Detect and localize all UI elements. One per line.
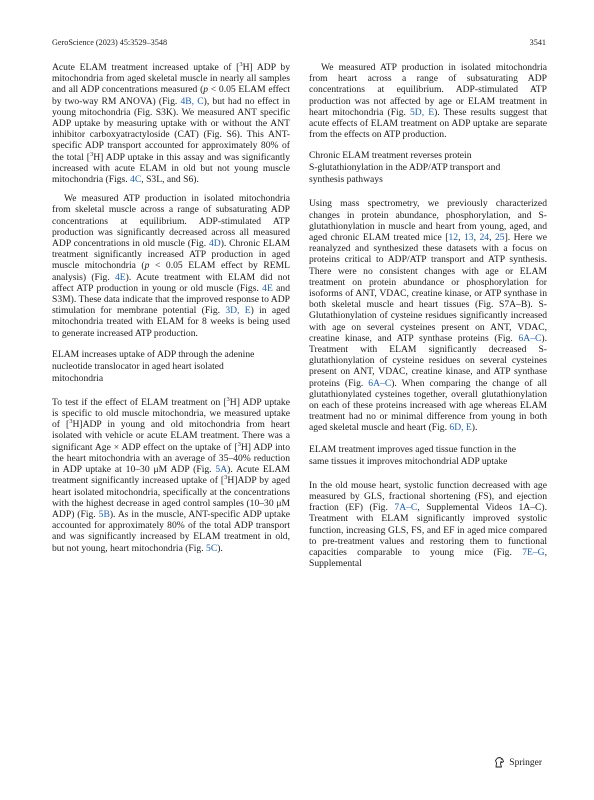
paragraph: We measured ATP production in isolated mitochondria from heart across a range of subsaturating ADP concentrations at equilibrium. ADP-stimulated ATP production was not affected by age or ELAM treatment in heart mitochondria (Fig. 5D, E). These results suggest that acute effects of ELAM treatment on ADP uptake are separate from the effects on ATP production. <box>309 62 547 141</box>
figure-link[interactable]: 5D, E <box>410 106 435 118</box>
page-number: 3541 <box>529 38 546 47</box>
left-column <box>52 62 290 562</box>
figure-link[interactable]: 3D, E <box>225 305 251 317</box>
section-heading: ELAM treatment improves aged tissue function in the same tissues it improves mitochondrial ADP uptake <box>309 443 517 467</box>
figure-link[interactable]: 5C <box>206 542 218 554</box>
figure-link[interactable]: 4C <box>130 174 142 186</box>
publisher-name: Springer <box>509 757 542 768</box>
figure-link[interactable]: 7A–C <box>394 502 418 514</box>
paragraph: Using mass spectrometry, we previously characterized changes in protein abundance, phosphorylation, and S-glutathionylation in muscle and heart from young, aged, and aged chronic ELAM treated mice [12, 13, 24, 25]. Here we reanalyzed and synthesized these datasets with a focus on proteins critical to ADP/ATP transport and ATP synthesis. There were no consistent changes with age or ELAM treatment on protein abundance or phosphorylation for isoforms of ANT, VDAC, creatine kinase, or ATP synthase in both skeletal muscle and heart tissues (Fig. S7A–B). S-Glutathionylation of cysteine residues significantly increased with age on several cysteines present on ANT, VDAC, creatine kinase, and ATP synthase proteins (Fig. 6A–C). Treatment with ELAM significantly decreased S-glutathionylation of cysteine residues on several cysteines present on ANT, VDAC, creatine kinase, and ATP synthase proteins (Fig. 6A–C). When comparing the change of all glutathionylated cysteines together, overall glutathionylation on each of these proteins increased with age whereas ELAM treatment had no or minimal difference from young in both aged skeletal muscle and heart (Fig. 6D, E). <box>309 198 548 434</box>
journal-citation: GeroScience (2023) 45:3529–3548 <box>52 38 168 47</box>
section-heading: Chronic ELAM treatment reverses protein S-glutathionylation in the ADP/ATP transport and synthesis pathways <box>309 150 501 186</box>
paragraph: We measured ATP production in isolated mitochondria from skeletal muscle across a range of subsaturating ADP concentrations at equilibrium. ADP-stimulated ATP production was significantly decreased across all measured ADP concentrations in old muscle (Fig. 4D). Chronic ELAM treatment significantly increased ATP production in aged muscle mitochondria (p < 0.05 ELAM effect by REML analysis) (Fig. 4E). Acute treatment with ELAM did not affect ATP production in young or old muscle (Figs. 4E and S3M). These data indicate that the improved response to ADP stimulation for membrane potential (Fig. 3D, E) in aged mitochondria treated with ELAM for 8 weeks is being used to generate increased ATP production. <box>52 193 290 339</box>
figure-link[interactable]: 5B <box>98 508 110 520</box>
right-column <box>309 62 547 577</box>
paragraph: To test if the effect of ELAM treatment on [$^3$H] ADP uptake is specific to old muscle mitochondria, we measured uptake of [$^3$H]ADP in young and old mitochondria from heart isolated with vehicle or acute ELAM treatment. There was a significant Age × ADP effect on the uptake of [$^3$H] ADP into the heart mitochondria with an average of 35–40% reduction in ADP uptake at 10–30 μM ADP (Fig. 5A). Acute ELAM treatment significantly increased uptake of [$^3$H]ADP by aged heart isolated mitochondria, specifically at the concentrations with the highest decrease in aged control samples (10–30 μM ADP) (Fig. 5B). As in the muscle, ANT-specific ADP uptake accounted for approximately 80% of the total ADP transport and was significantly increased by ELAM treatment in old, but not young, heart mitochondria (Fig. 5C). <box>52 395 291 554</box>
figure-link[interactable]: 4B, C <box>180 95 204 107</box>
reference-link[interactable]: 12 <box>448 232 459 244</box>
figure-link[interactable]: 4E <box>262 282 273 294</box>
figure-link[interactable]: 7E–G <box>522 546 545 558</box>
section-heading: ELAM increases uptake of ADP through the adenine nucleotide translocator in aged heart isolated mitochondria <box>52 348 255 384</box>
reference-link[interactable]: 13 <box>464 232 474 244</box>
figure-link[interactable]: 5A <box>215 464 228 476</box>
springer-horse-icon <box>493 756 506 769</box>
figure-link[interactable]: 4D <box>208 238 221 250</box>
figure-link[interactable]: 4E <box>114 271 126 283</box>
paragraph: In the old mouse heart, systolic function decreased with age measured by GLS, fractional shortening (FS), and ejection fraction (EF) (Fig. 7A–C, Supplemental Videos 1A–C). Treatment with ELAM significantly improved systolic function, increasing GLS, FS, and EF in aged mice compared to pre-treatment values and restoring them to functional capacities comparable to young mice (Fig. 7E–G, Supplemental <box>309 479 547 570</box>
figure-link[interactable]: 6A–C <box>518 332 542 344</box>
figure-link[interactable]: 6D, E <box>449 422 472 434</box>
reference-link[interactable]: 25 <box>495 232 505 244</box>
running-header <box>52 38 546 50</box>
publisher-footer <box>493 756 542 769</box>
reference-link[interactable]: 24 <box>479 232 490 244</box>
paragraph: Acute ELAM treatment increased uptake of [$^3$H] ADP by mitochondria from aged skeletal muscle in nearly all samples and all ADP concentrations measured (p < 0.05 ELAM effect by two-way RM ANOVA) (Fig. 4B, C), but had no effect in young mitochondria (Fig. S3K). We measured ANT specific ADP uptake by measuring uptake with or without the ANT inhibitor carboxyatractyloside (CAT) (Fig. S6). This ANT-specific ADP transport accounted for approximately 80% of the total [$^3$H] ADP uptake in this assay and was significantly increased with acute ELAM in old but not young muscle mitochondria (Figs. 4C, S3L, and S6). <box>52 60 291 186</box>
figure-link[interactable]: 6A–C <box>368 377 392 389</box>
